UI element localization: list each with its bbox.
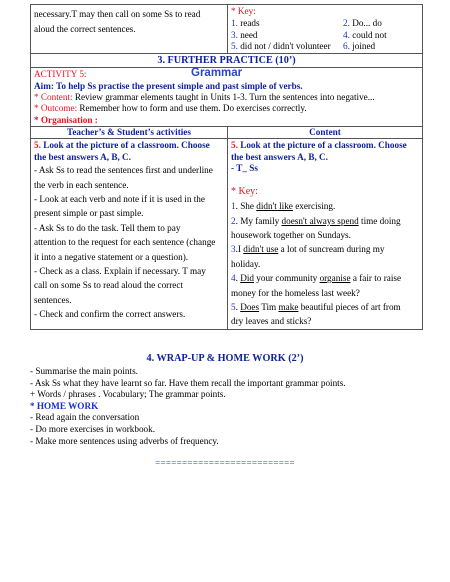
answer-text: need xyxy=(237,29,258,40)
key-answer-4-cont: money for the homeless last week? xyxy=(231,287,360,298)
col-header-activities: Teacher’s & Student’s activities xyxy=(31,127,228,139)
task-line: - T_ Ss xyxy=(231,163,258,174)
further-practice-title: 3. FURTHER PRACTICE (10’) xyxy=(31,54,423,68)
key-answer-2-cont: housework together on Sundays. xyxy=(231,229,351,240)
content-text: Review grammar elements taught in Units 1-3. Turn the sentences into negative... xyxy=(72,91,375,102)
teacher-activities-cell xyxy=(31,139,228,330)
wrap-up-line: + Words / phrases . Vocabulary; The grammar points. xyxy=(30,389,226,400)
content-cell xyxy=(228,139,423,330)
section-title-row xyxy=(31,54,423,68)
top-left-line1: necessary.T may then call on some Ss to read xyxy=(34,9,201,19)
left-step: the verb in each sentence. xyxy=(34,179,129,190)
task-line: the best answers A, B, C. xyxy=(231,151,328,162)
content-label: * Content: xyxy=(34,91,73,102)
answer-text: reads xyxy=(237,17,260,28)
outcome-label: * Outcome: xyxy=(34,103,78,114)
outcome-line xyxy=(34,103,419,114)
answer-num: 4. xyxy=(343,29,350,40)
key-answer-3: 3.I didn't use a lot of suncream during my xyxy=(231,244,385,255)
left-step: - Check and confirm the correct answers. xyxy=(34,309,186,320)
activity-header xyxy=(34,69,419,80)
left-step: - Ask Ss to read the sentences first and underline xyxy=(34,165,213,176)
key-row-3 xyxy=(231,41,419,53)
key-answer-1: 1. She didn't like exercising. xyxy=(231,201,336,212)
column-header-row xyxy=(31,127,423,139)
left-step: call on some Ss to read aloud the correct xyxy=(34,280,183,291)
organisation-label: * Organisation : xyxy=(34,114,98,125)
left-step: - Ask Ss to do the task. Tell them to pay xyxy=(34,222,181,233)
content-key-label: * Key: xyxy=(231,185,258,197)
key-answer-3-cont: holiday. xyxy=(231,258,261,269)
activity-cell xyxy=(31,68,423,127)
homework-line: - Read again the conversation xyxy=(30,412,140,423)
aim-text: To help Ss practise the present simple and past simple of verbs. xyxy=(53,80,303,91)
key-row-2 xyxy=(231,30,419,42)
lesson-table xyxy=(30,4,423,330)
left-step: present simple or past simple. xyxy=(34,208,144,219)
left-step: - Check as a class. Explain if necessary. T may xyxy=(34,266,206,277)
key-row-1 xyxy=(231,18,419,30)
answer-text: could not xyxy=(349,29,387,40)
top-row xyxy=(31,5,423,54)
wrap-up-body xyxy=(30,366,425,447)
answer-num: 6. xyxy=(343,41,350,52)
task-number: 5. xyxy=(231,140,238,151)
aim-line xyxy=(34,81,419,92)
divider-line: ========================== xyxy=(155,458,295,468)
activity-body-row xyxy=(31,139,423,330)
top-left-cell xyxy=(31,5,228,54)
task-line: Look at the picture of a classroom. Choose xyxy=(40,140,210,151)
wrap-up-line: - Ask Ss what they have learnt so far. Have them recall the important grammar points. xyxy=(30,377,346,388)
left-step: attention to the request for each sentence (change xyxy=(34,237,216,248)
activity-row xyxy=(31,68,423,127)
top-key-cell xyxy=(228,5,423,54)
answer-text: Do... do xyxy=(349,17,382,28)
col-header-content: Content xyxy=(228,127,423,139)
outcome-text: Remember how to form and use them. Do exercises correctly. xyxy=(77,103,307,114)
answer-text: joined xyxy=(349,41,376,52)
key-answer-4: 4. Did your community organise a fair to raise xyxy=(231,273,402,284)
answer-text: did not / didn't volunteer xyxy=(237,41,331,52)
left-task-title xyxy=(34,140,224,163)
aim-label: Aim: xyxy=(34,80,54,91)
key-answer-5: 5. Does Tim make beautiful pieces of art from xyxy=(231,301,401,312)
homework-line: - Make more sentences using adverbs of frequency. xyxy=(30,435,219,446)
task-line: the best answers A, B, C. xyxy=(34,151,131,162)
top-left-line2: aloud the correct sentences. xyxy=(34,24,136,34)
key-answer-2: 2. My family doesn't always spend time doing xyxy=(231,215,401,226)
key-answer-5-cont: dry leaves and sticks? xyxy=(231,316,312,327)
task-number: 5. xyxy=(34,140,41,151)
homework-label: * HOME WORK xyxy=(30,400,99,411)
activity-label: ACTIVITY 5: xyxy=(34,69,87,80)
answer-num: 2. xyxy=(343,17,350,28)
left-step: sentences. xyxy=(34,294,72,305)
left-step: - Look at each verb and note if it is used in the xyxy=(34,194,205,205)
activity-name: Grammar xyxy=(191,67,243,80)
answer-num: 5. xyxy=(231,41,238,52)
key-label: * Key: xyxy=(231,6,256,16)
left-step: it into a negative statement or a question). xyxy=(34,251,189,262)
wrap-up-title: 4. WRAP-UP & HOME WORK (2’) xyxy=(146,353,304,364)
content-line xyxy=(34,92,419,103)
wrap-up-line: - Summarise the main points. xyxy=(30,366,138,376)
answer-num: 3. xyxy=(231,29,238,40)
task-line: Look at the picture of a classroom. Choose xyxy=(237,140,407,151)
answer-num: 1. xyxy=(231,17,238,28)
homework-line: - Do more exercises in workbook. xyxy=(30,423,156,434)
right-task-title xyxy=(231,140,419,175)
